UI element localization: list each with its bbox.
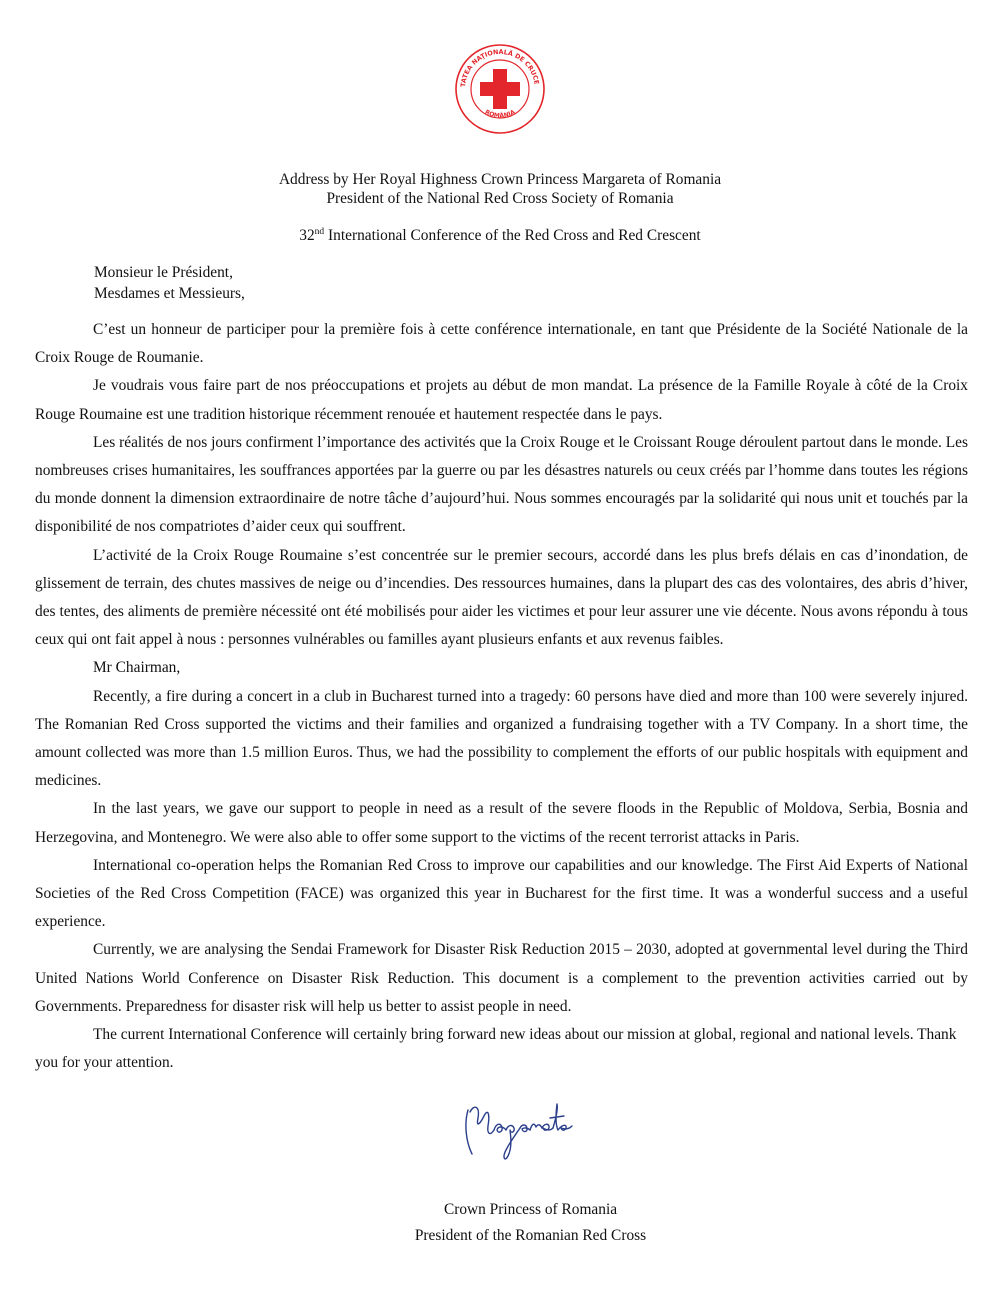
closing-title-line-2: President of the Romanian Red Cross <box>414 1227 647 1244</box>
closing-title-line-1: Crown Princess of Romania <box>443 1201 618 1218</box>
paragraph-6: In the last years, we gave our support to people in need as a result of the severe floods in the Republic of Moldova, Serbia, Bosnia and Herzegovina, and Montenegro. We were also able to offer some support to the victims of the recent terrorist attacks in Paris. <box>35 800 968 846</box>
conference-title <box>0 226 1000 245</box>
conference-number: 32 <box>299 227 315 244</box>
paragraph-8: Currently, we are analysing the Sendai Framework for Disaster Risk Reduction 2015 – 2030, adopted at governmental level during the Third United Nations World Conference on Disaster Risk Reduction. This document is a complement to the prevention activities carried out by Governments. Preparedness for disaster risk will help us better to assist people in need. <box>35 941 968 1015</box>
conference-title-text: International Conference of the Red Cross and Red Crescent <box>324 227 701 244</box>
paragraph-3: Les réalités de nos jours confirment l’importance des activités que la Croix Rouge et le Croissant Rouge déroulent partout dans le monde. Les nombreuses crises humanitaires, les souffrances apportées par la guerre ou par les désastres naturels ou ceux créés par l’homme dans toutes les régions du monde donnent la dimension extraordinaire de notre tâche d’aujourd’hui. Nous sommes encouragés par la solidarité qui nous unit et touchés par la disponibilité de nos compatriotes d’aider ceux qui souffrent. <box>35 433 968 536</box>
paragraph-2: Je voudrais vous faire part de nos préoccupations et projets au début de mon mandat. La présence de la Famille Royale à côté de la Croix Rouge Roumaine est une tradition historique récemment renouée et hautement respectée dans le pays. <box>35 377 968 423</box>
conference-number-suffix: nd <box>314 227 325 237</box>
svg-text:ROMÂNIA: ROMÂNIA <box>483 108 517 120</box>
address-heading-line-2: President of the National Red Cross Society of Romania <box>326 190 674 207</box>
paragraph-5: Recently, a fire during a concert in a club in Bucharest turned into a tragedy: 60 persons have died and more than 100 were severely injured. The Romanian Red Cross supported the victims and their families and organized a fundraising together with a TV Company. In a short time, the amount collected was more than 1.5 million Euros. Thus, we had the possibility to complement the efforts of our public hospitals with equipment and medicines. <box>35 687 968 790</box>
red-cross-logo <box>453 42 547 136</box>
salutation-line-2: Mesdames et Messieurs, <box>94 285 245 302</box>
paragraph-4: L’activité de la Croix Rouge Roumaine s’est concentrée sur le premier secours, accordé dans les plus brefs délais en cas d’inondation, de glissement de terrain, des chutes massives de neige ou d’incendies. Des ressources humaines, dans la plupart des cas des volontaires, des abris d’hiver, des tentes, des aliments de première nécessité ont été mobilisés pour aider les victimes et pour leur assurer une vie décente. Nous avons répondu à tous ceux qui ont fait appel à nous : personnes vulnérables ou familles ayant plusieurs enfants et aux revenus faibles. <box>35 546 968 649</box>
handwritten-signature <box>460 1094 580 1174</box>
paragraph-address-chairman: Mr Chairman, <box>93 659 181 677</box>
red-cross-seal-icon <box>453 42 547 136</box>
speech-body <box>35 316 968 1077</box>
paragraph-1: C’est un honneur de participer pour la première fois à cette conférence internationale, en tant que Présidente de la Société Nationale de la Croix Rouge de Roumanie. <box>35 321 968 367</box>
signature-icon <box>460 1094 580 1174</box>
salutation <box>94 262 245 304</box>
address-heading-line-1: Address by Her Royal Highness Crown Princess Margareta of Romania <box>278 171 722 188</box>
paragraph-7: International co-operation helps the Romanian Red Cross to improve our capabilities and our knowledge. The First Aid Experts of National Societies of the Red Cross Competition (FACE) was organized this year in Bucharest for the first time. It was a wonderful success and a useful experience. <box>35 856 968 931</box>
paragraph-9: The current International Conference will certainly bring forward new ideas about our mission at global, regional and national levels. Thank you for your attention. <box>35 1026 957 1072</box>
salutation-line-1: Monsieur le Président, <box>94 264 233 281</box>
svg-text:SOCIETATEA NAŢIONALĂ DE CRUCE: TATEA NAŢIONALĂ DE CRUCE <box>459 47 541 88</box>
